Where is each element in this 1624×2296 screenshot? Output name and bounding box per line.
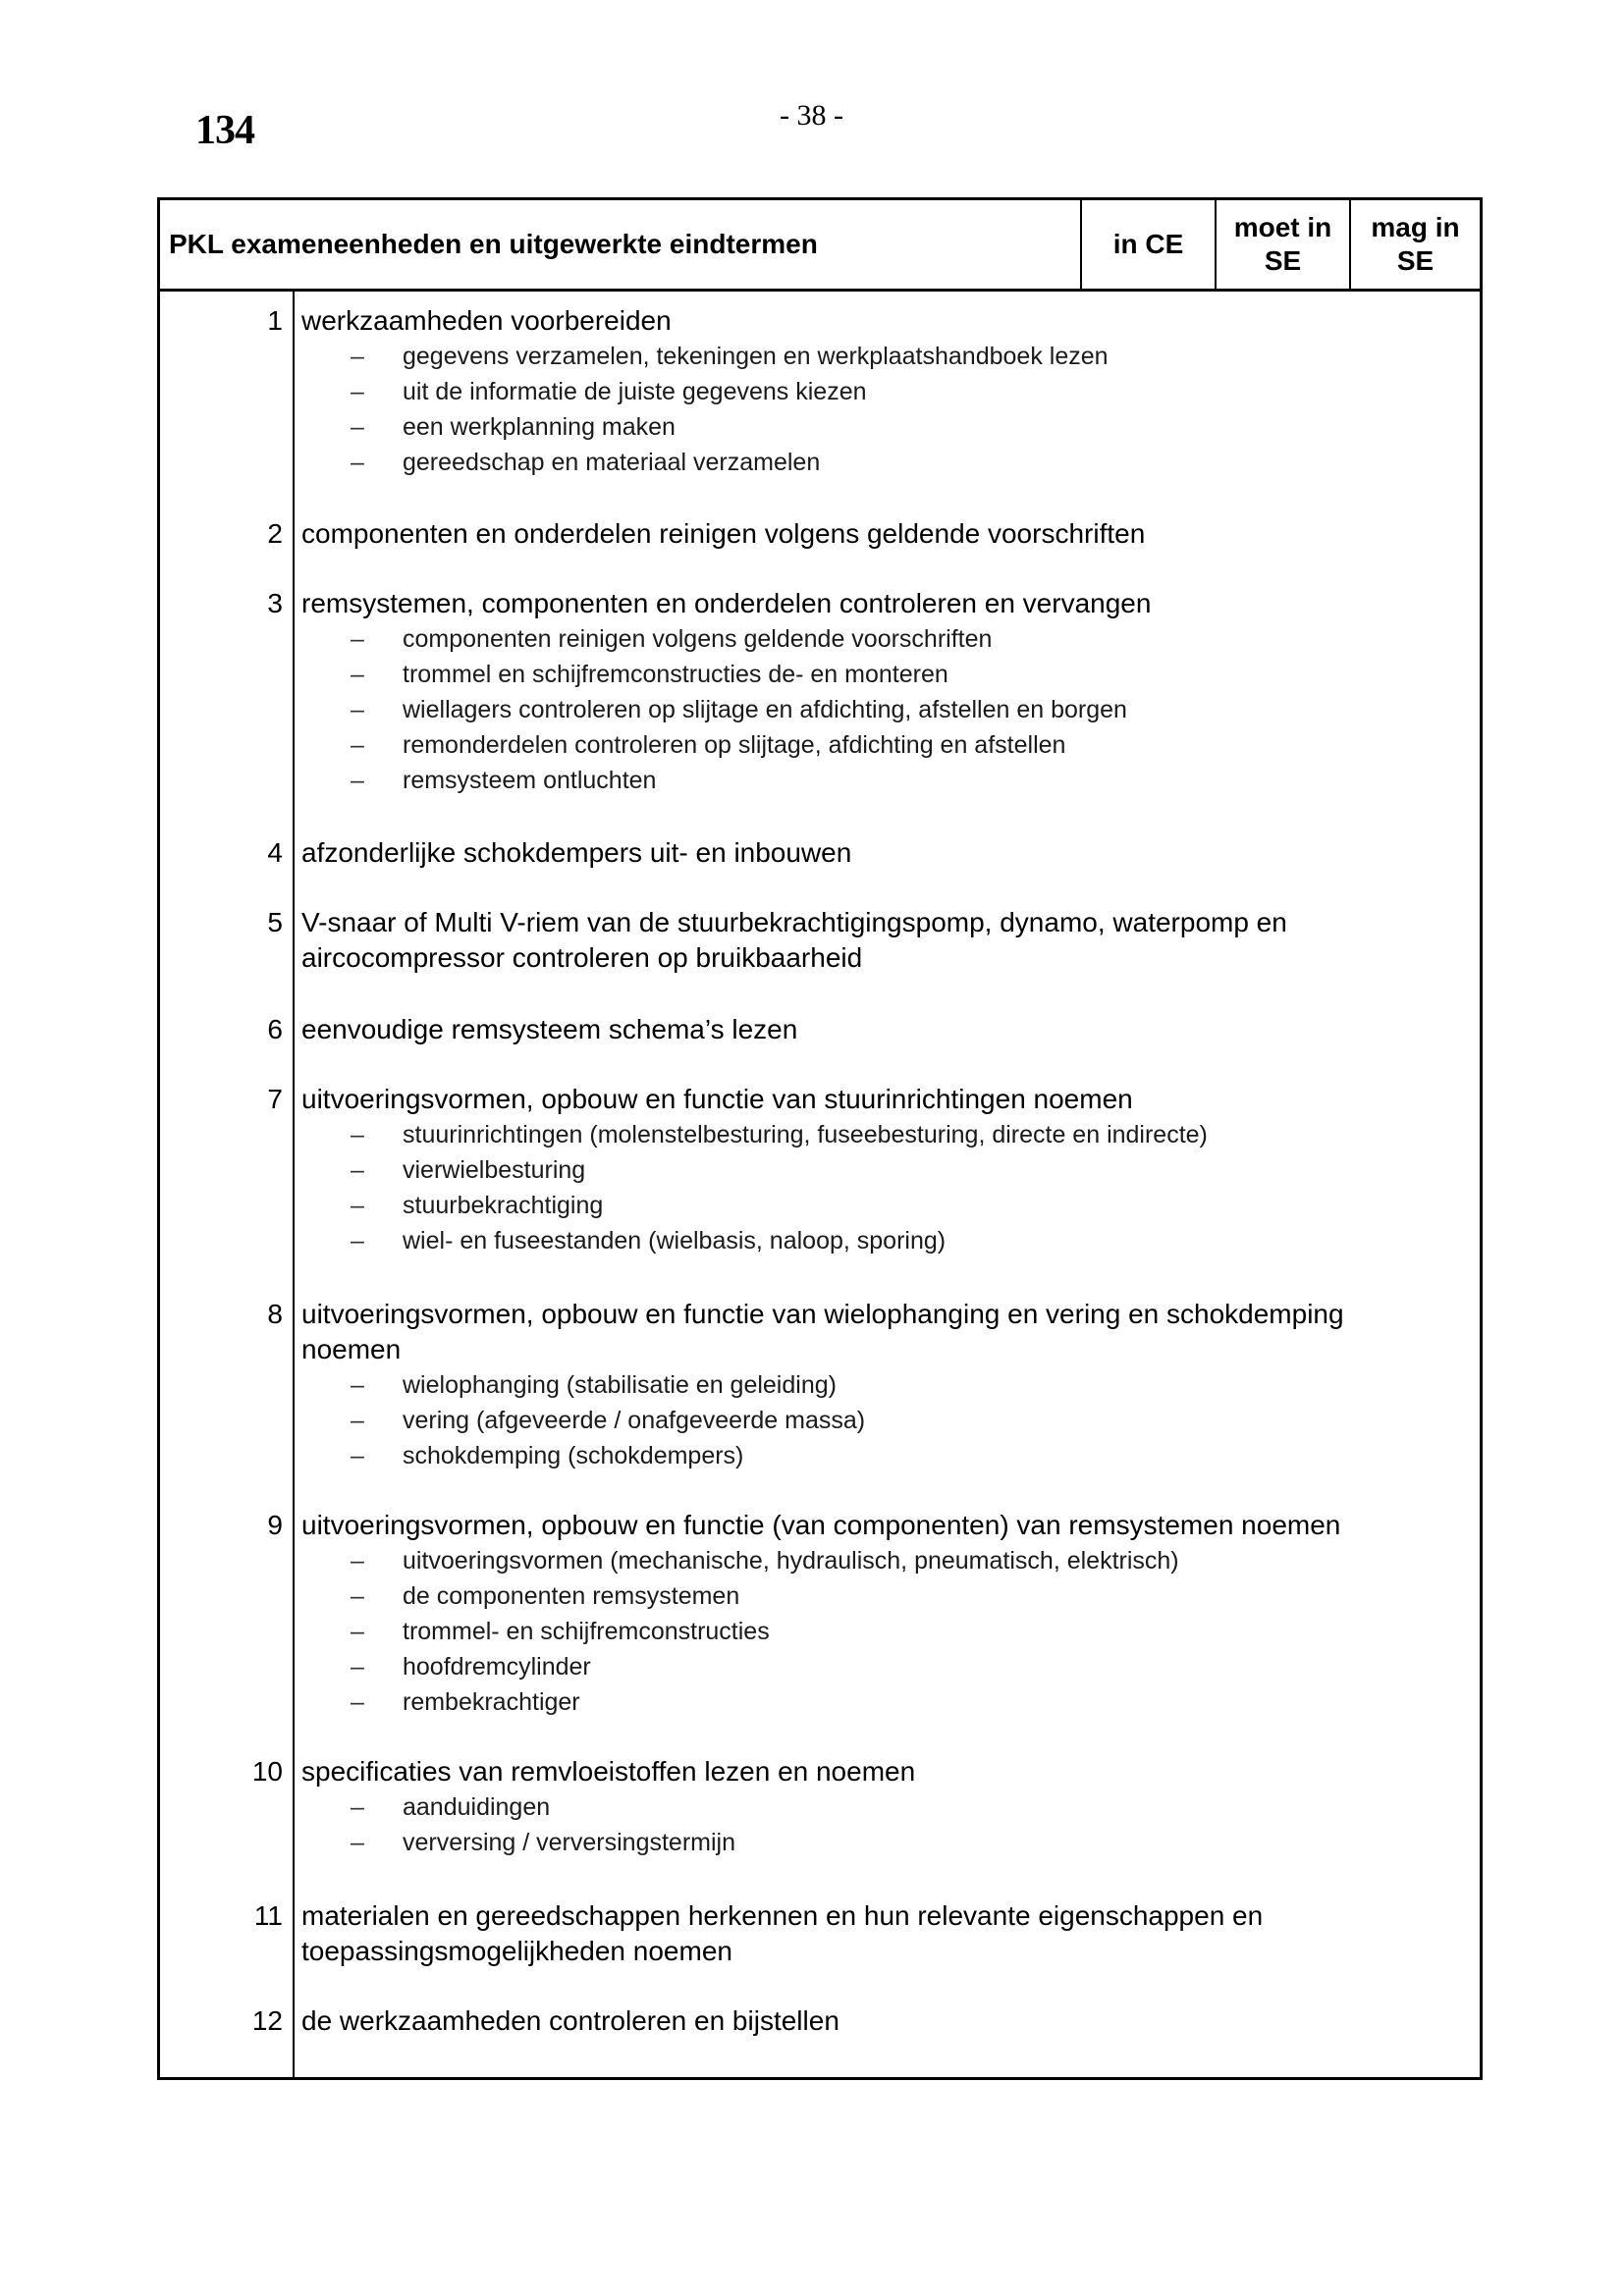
item-number: 8 (267, 1299, 283, 1329)
item-title-line: aircocompressor controleren op bruikbaarheid (301, 942, 863, 973)
dash-bullet-icon: – (351, 696, 364, 723)
item-title-line: eenvoudige remsysteem schema’s lezen (301, 1014, 798, 1044)
item-title-line: materialen en gereedschappen herkennen en hun relevante eigenschappen en (301, 1900, 1264, 1931)
dash-bullet-icon: – (351, 1547, 364, 1575)
dash-bullet-icon: – (351, 625, 364, 653)
sub-item-text: trommel- en schijfremconstructies (403, 1618, 770, 1645)
sub-item (301, 374, 1470, 409)
sub-items (301, 1117, 1470, 1258)
item-number: 4 (267, 837, 283, 868)
item-title-line: toepassingsmogelijkheden noemen (301, 1936, 732, 1966)
sub-item-text: uitvoeringsvormen (mechanische, hydraulisch, pneumatisch, elektrisch) (403, 1547, 1179, 1575)
sub-item (301, 1543, 1470, 1578)
sub-item-text: stuurbekrachtiging (403, 1192, 604, 1219)
sub-item (301, 621, 1470, 657)
item-title (301, 1297, 1470, 1367)
dash-bullet-icon: – (351, 1618, 364, 1645)
sub-item-text: gereedschap en materiaal verzamelen (403, 449, 821, 476)
item-title-line: afzonderlijke schokdempers uit- en inbouwen (301, 837, 852, 868)
header-mag-in-se (1349, 200, 1480, 289)
item-number: 1 (267, 305, 283, 336)
sub-item-text: uit de informatie de juiste gegevens kiezen (403, 378, 867, 405)
item-title-line: remsystemen, componenten en onderdelen controleren en vervangen (301, 588, 1152, 618)
sub-item-text: de componenten remsystemen (403, 1582, 740, 1610)
item-title (301, 1754, 1470, 1789)
dash-bullet-icon: – (351, 1442, 364, 1469)
item-title (301, 303, 1470, 339)
sub-item-text: rembekrachtiger (403, 1688, 580, 1716)
item-title-line: noemen (301, 1334, 402, 1364)
dash-bullet-icon: – (351, 1793, 364, 1821)
header-mag-line1: mag in (1371, 212, 1460, 242)
sub-item (301, 1403, 1470, 1438)
item-number: 9 (267, 1510, 283, 1540)
sub-item-text: verversing / verversingstermijn (403, 1829, 735, 1856)
dash-bullet-icon: – (351, 413, 364, 441)
dash-bullet-icon: – (351, 661, 364, 688)
header-title: PKL exameneenheden en uitgewerkte eindtermen (169, 229, 818, 259)
sub-item-text: vierwielbesturing (403, 1156, 586, 1184)
item-title (301, 905, 1470, 976)
sub-item (301, 727, 1470, 763)
dash-bullet-icon: – (351, 1156, 364, 1184)
sub-item-text: gegevens verzamelen, tekeningen en werkplaatshandboek lezen (403, 343, 1109, 370)
sub-item-text: aanduidingen (403, 1793, 551, 1821)
sub-item-text: wiellagers controleren op slijtage en afdichting, afstellen en borgen (403, 696, 1127, 723)
item-title-line: specificaties van remvloeistoffen lezen en noemen (301, 1756, 916, 1787)
sub-item (301, 692, 1470, 727)
sub-item (301, 409, 1470, 445)
item-title (301, 835, 1470, 871)
sub-item-text: componenten reinigen volgens geldende voorschriften (403, 625, 993, 653)
sub-item (301, 1188, 1470, 1223)
dash-bullet-icon: – (351, 1829, 364, 1856)
dash-bullet-icon: – (351, 1688, 364, 1716)
item-title-line: uitvoeringsvormen, opbouw en functie van stuurinrichtingen noemen (301, 1084, 1133, 1114)
sub-items (301, 1543, 1470, 1720)
sub-item-text: wielophanging (stabilisatie en geleiding) (403, 1371, 837, 1399)
sub-item (301, 1223, 1470, 1258)
eindtermen-table (157, 197, 1483, 2080)
sub-item (301, 339, 1470, 374)
sub-item-text: vering (afgeveerde / onafgeveerde massa) (403, 1407, 866, 1434)
sub-items (301, 621, 1470, 798)
header-in-ce: in CE (1080, 200, 1215, 289)
sub-item-text: stuurinrichtingen (molenstelbesturing, fuseebesturing, directe en indirecte) (403, 1121, 1208, 1148)
item-title (301, 1012, 1470, 1047)
sub-item (301, 1117, 1470, 1152)
item-title-line: componenten en onderdelen reinigen volgens geldende voorschriften (301, 518, 1146, 549)
sub-item (301, 763, 1470, 798)
sub-items (301, 1367, 1470, 1473)
sub-items (301, 1789, 1470, 1860)
table-header (160, 200, 1480, 292)
item-title (301, 1508, 1470, 1543)
sub-item (301, 1578, 1470, 1614)
dash-bullet-icon: – (351, 449, 364, 476)
dash-bullet-icon: – (351, 1121, 364, 1148)
sub-item (301, 445, 1470, 480)
dash-bullet-icon: – (351, 1371, 364, 1399)
item-title-line: werkzaamheden voorbereiden (301, 305, 672, 336)
sub-item-text: een werkplanning maken (403, 413, 676, 441)
item-number: 6 (267, 1014, 283, 1044)
item-number: 10 (251, 1756, 283, 1787)
number-column-divider (293, 292, 295, 2077)
sub-item (301, 1152, 1470, 1188)
item-title (301, 2003, 1470, 2039)
header-mag-line2: SE (1396, 245, 1435, 276)
dash-bullet-icon: – (351, 1653, 364, 1681)
sub-item (301, 1438, 1470, 1473)
item-number: 7 (267, 1084, 283, 1114)
page-number-left: 134 (195, 108, 254, 153)
header-moet-line2: SE (1264, 245, 1302, 276)
item-title (301, 586, 1470, 621)
item-title (301, 1082, 1470, 1117)
sub-items (301, 339, 1470, 480)
sub-item-text: wiel- en fuseestanden (wielbasis, naloop, sporing) (403, 1227, 947, 1255)
header-moet-line1: moet in (1233, 212, 1332, 242)
dash-bullet-icon: – (351, 1227, 364, 1255)
sub-item (301, 1649, 1470, 1684)
sub-item-text: remsysteem ontluchten (403, 767, 657, 794)
page-number-center: - 38 - (780, 99, 843, 132)
dash-bullet-icon: – (351, 1192, 364, 1219)
sub-item (301, 1614, 1470, 1649)
item-number: 2 (267, 518, 283, 549)
header-moet-in-se (1215, 200, 1349, 289)
dash-bullet-icon: – (351, 767, 364, 794)
sub-item-text: remonderdelen controleren op slijtage, afdichting en afstellen (403, 731, 1066, 759)
dash-bullet-icon: – (351, 343, 364, 370)
item-number: 3 (267, 588, 283, 618)
item-number: 5 (267, 907, 283, 937)
dash-bullet-icon: – (351, 1407, 364, 1434)
sub-item (301, 1684, 1470, 1720)
sub-item (301, 1825, 1470, 1860)
item-title-line: uitvoeringsvormen, opbouw en functie van wielophanging en vering en schokdemping (301, 1299, 1344, 1329)
sub-item-text: hoofdremcylinder (403, 1653, 591, 1681)
item-title (301, 516, 1470, 552)
sub-item-text: schokdemping (schokdempers) (403, 1442, 744, 1469)
sub-item (301, 1789, 1470, 1825)
sub-item-text: trommel en schijfremconstructies de- en monteren (403, 661, 948, 688)
item-title-line: V-snaar of Multi V-riem van de stuurbekrachtigingspomp, dynamo, waterpomp en (301, 907, 1287, 937)
item-title-line: uitvoeringsvormen, opbouw en functie (van componenten) van remsystemen noemen (301, 1510, 1341, 1540)
dash-bullet-icon: – (351, 731, 364, 759)
item-number: 11 (253, 1900, 283, 1931)
sub-item (301, 1367, 1470, 1403)
sub-item (301, 657, 1470, 692)
item-title-line: de werkzaamheden controleren en bijstellen (301, 2005, 839, 2036)
item-number: 12 (251, 2005, 283, 2036)
dash-bullet-icon: – (351, 1582, 364, 1610)
dash-bullet-icon: – (351, 378, 364, 405)
item-title (301, 1898, 1470, 1969)
